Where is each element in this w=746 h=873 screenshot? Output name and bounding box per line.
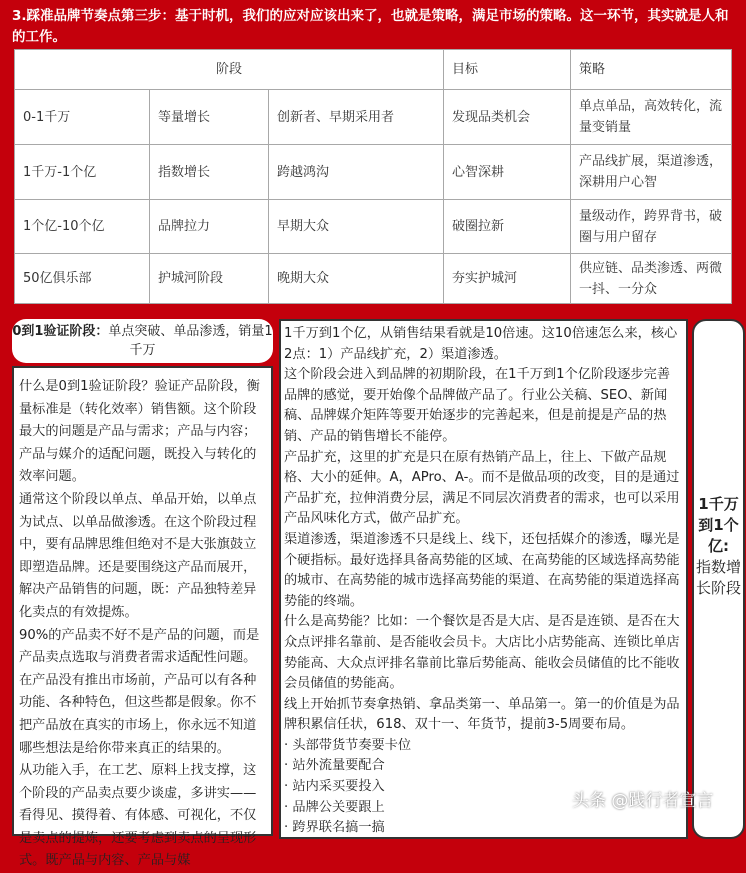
heading-rest: 指数增长阶段: [695, 558, 741, 597]
bullet-item: · 头部带货节奏要卡位: [284, 737, 412, 753]
bullet-item: · 站外流量要配合: [284, 758, 385, 774]
paragraph: 渠道渗透，渠道渗透不只是线上、线下，还包括媒介的渗透，曝光是个硬指标。最好选择具备高势能的区域、在高势能的区域选择高势能的城市、在高势能的城市选择高势能的渠道、在高势能的渠道选择高势能的终端。: [284, 531, 680, 609]
header-stage: 阶段: [15, 50, 444, 90]
cell: 1个亿-10个亿: [15, 200, 150, 254]
bullet-item: · 站内采买要投入: [284, 779, 385, 795]
cell: 量级动作，跨界背书，破圈与用户留存: [571, 200, 732, 254]
table-header-row: [15, 50, 732, 90]
heading-bold: 1千万到1个亿:: [698, 495, 739, 555]
section-title: 3.踩准品牌节奏点第三步：基于时机，我们的应对应该出来了，也就是策略，满足市场的策略。这一环节，其实就是人和的工作。: [12, 8, 729, 45]
cell: 产品线扩展，渠道渗透，深耕用户心智: [571, 145, 732, 200]
bullet-item: · 品牌公关要跟上: [284, 799, 385, 815]
table-row: [15, 145, 732, 200]
cell: 早期大众: [269, 200, 444, 254]
heading-rest: 单点突破、单品渗透，销量1千万: [108, 324, 273, 358]
paragraph: 这个阶段会进入到品牌的初期阶段，在1千万到1个亿阶段逐步完善品牌的感觉，要开始像个品牌做产品了。行业公关稿、SEO、新闻稿、品牌媒介矩阵等要开始逐步的完善起来，但是前提是产品的热销、产品的销售增长不能停。: [284, 367, 671, 444]
cell: 夯实护城河: [444, 254, 571, 304]
cell: 1千万-1个亿: [15, 145, 150, 200]
stage-1-body: [279, 319, 688, 839]
cell: 50亿俱乐部: [15, 254, 150, 304]
cell: 晚期大众: [269, 254, 444, 304]
cell: 护城河阶段: [150, 254, 269, 304]
paragraph: 90%的产品卖不好不是产品的问题，而是产品卖点选取与消费者需求适配性问题。在产品没有推出市场前，产品可以有各种功能、各种特色，但这些都是假象。你不把产品放在真实的市场上，你永远不知道哪些想法是给你带来真正的结果的。: [19, 627, 260, 756]
cell: 单点单品，高效转化，流量变销量: [571, 90, 732, 145]
table-row: [15, 200, 732, 254]
paragraph: 通常这个阶段以单点、单品开始，以单点为试点、以单品做渗透。在这个阶段过程中，要有品牌思维但绝对不是大张旗鼓立即塑造品牌。还是要围绕这产品而展开，解决产品销售的问题，既：产品独特差异化卖点的有效提炼。: [19, 491, 257, 620]
paragraph: 线上开始抓节奏拿热销、拿品类第一、单品第一。第一的价值是为品牌积累信任状，618、双十一、年货节，提前3-5周要布局。: [284, 696, 680, 733]
paragraph: 什么是高势能？比如：一个餐饮是否是大店、是否是连锁、是否在大众点评排名靠前、是否能收会员卡。大店比小店势能高、连锁比单店势能高、大众点评排名靠前比靠后势能高、能收会员储值的比不能收会员储值的势能高。: [284, 614, 680, 692]
cell: 心智深耕: [444, 145, 571, 200]
cell: 指数增长: [150, 145, 269, 200]
paragraph: 从功能入手，在工艺、原料上找支撑，这个阶段的产品卖点要少谈虚，多讲实——看得见、摸得着、有体感、可视化，不仅是卖点的提炼，还要考虑到卖点的呈现形式。既产品与内容、产品与媒: [19, 763, 257, 869]
bullet-item: · 跨界联名搞一搞: [284, 820, 385, 836]
cell: 跨越鸿沟: [269, 145, 444, 200]
strategy-table: [14, 49, 732, 304]
cell: 供应链、品类渗透、两微一抖、一分众: [571, 254, 732, 304]
cell: 破圈拉新: [444, 200, 571, 254]
stage-0-1-heading: [12, 319, 273, 363]
cell: 发现品类机会: [444, 90, 571, 145]
header-goal: 目标: [444, 50, 571, 90]
heading-bold: 0到1验证阶段：: [12, 324, 109, 339]
cell: 等量增长: [150, 90, 269, 145]
table-row: [15, 90, 732, 145]
header-strategy: 策略: [571, 50, 732, 90]
stage-1-heading: [692, 319, 745, 839]
stage-0-1-body: [12, 366, 273, 869]
paragraph: 什么是0到1验证阶段？验证产品阶段，衡量标准是（转化效率）销售额。这个阶段最大的问题是产品与需求；产品与内容；产品与媒介的适配问题，既投入与转化的效率问题。: [19, 379, 260, 485]
paragraph: 产品扩充，这里的扩充是只在原有热销产品上，往上、下做产品规格、大小的延伸。A，APro、A-。而不是做品项的改变，目的是通过产品扩充，拉伸消费分层，满足不同层次消费者的需求，也可以采用产品风味化方式，做产品扩充。: [284, 449, 680, 527]
cell: 创新者、早期采用者: [269, 90, 444, 145]
paragraph: 1千万到1个亿，从销售结果看就是10倍速。这10倍速怎么来，核心2点：1）产品线扩充，2）渠道渗透。: [284, 326, 678, 362]
cell: 品牌拉力: [150, 200, 269, 254]
cell: 0-1千万: [15, 90, 150, 145]
watermark: 头条 @践行者宣言: [572, 791, 714, 811]
table-row: [15, 254, 732, 304]
